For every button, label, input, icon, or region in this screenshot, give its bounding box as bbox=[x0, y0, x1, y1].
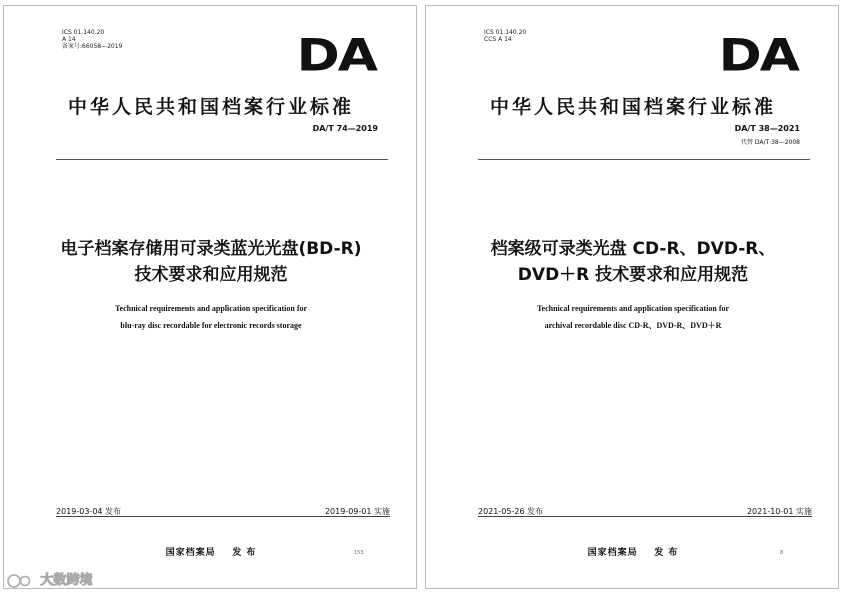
english-title-line: Technical requirements and application specification for bbox=[536, 304, 730, 313]
category-code: CCS A 14 bbox=[484, 36, 512, 43]
watermark bbox=[6, 569, 93, 589]
implementation-date: 2021-10-01 实施 bbox=[746, 507, 812, 516]
standard-number: DA/T 38—2021 bbox=[734, 124, 800, 133]
footer-divider bbox=[56, 516, 390, 517]
standard-number: DA/T 74—2019 bbox=[312, 124, 378, 133]
chinese-title-line: DVD＋R 技术要求和应用规范 bbox=[517, 265, 749, 285]
publisher: 国家档案局 发 布 bbox=[165, 548, 257, 558]
chinese-title bbox=[4, 236, 418, 288]
watermark-text: 大数跨境 bbox=[40, 573, 93, 588]
ics-code: ICS 01.140.20 bbox=[62, 29, 105, 36]
header-divider bbox=[478, 159, 810, 160]
english-title-line: blu-ray disc recordable for electronic records storage bbox=[120, 321, 302, 330]
chinese-title-line: 技术要求和应用规范 bbox=[134, 265, 288, 285]
english-title bbox=[426, 300, 840, 334]
replaces-note: 代替 DA/T 38—2008 bbox=[740, 139, 800, 146]
standard-category-title: 中华人民共和国档案行业标准 bbox=[67, 96, 354, 118]
brand-logo-icon bbox=[6, 573, 41, 588]
english-title bbox=[4, 300, 418, 334]
chinese-title bbox=[426, 236, 840, 288]
issue-date: 2019-03-04 发布 bbox=[56, 507, 122, 516]
header-divider bbox=[56, 159, 388, 160]
issue-date: 2021-05-26 发布 bbox=[478, 507, 544, 516]
record-number: 备案号:66058—2019 bbox=[62, 43, 123, 50]
classification-meta bbox=[484, 29, 526, 43]
footer-divider bbox=[478, 516, 812, 517]
standard-category-title: 中华人民共和国档案行业标准 bbox=[489, 96, 776, 118]
publisher: 国家档案局 发 布 bbox=[587, 548, 679, 558]
page-mark: 153 bbox=[354, 550, 364, 556]
implementation-date: 2019-09-01 实施 bbox=[324, 507, 390, 516]
english-title-line: Technical requirements and application specification for bbox=[114, 304, 308, 313]
category-code: A 14 bbox=[62, 36, 76, 43]
chinese-title-line: 电子档案存储用可录类蓝光光盘(BD-R) bbox=[60, 239, 362, 259]
ics-code: ICS 01.140.20 bbox=[484, 29, 527, 36]
standard-cover-left bbox=[3, 5, 417, 589]
page-mark: 8 bbox=[780, 550, 784, 556]
english-title-line: archival recordable disc CD-R、DVD-R、DVD＋R bbox=[544, 321, 722, 330]
da-logo: DA bbox=[296, 30, 376, 82]
classification-meta bbox=[62, 29, 122, 50]
standard-cover-right bbox=[425, 5, 839, 589]
chinese-title-line: 档案级可录类光盘 CD-R、DVD-R、 bbox=[490, 239, 776, 259]
da-logo: DA bbox=[718, 30, 798, 82]
